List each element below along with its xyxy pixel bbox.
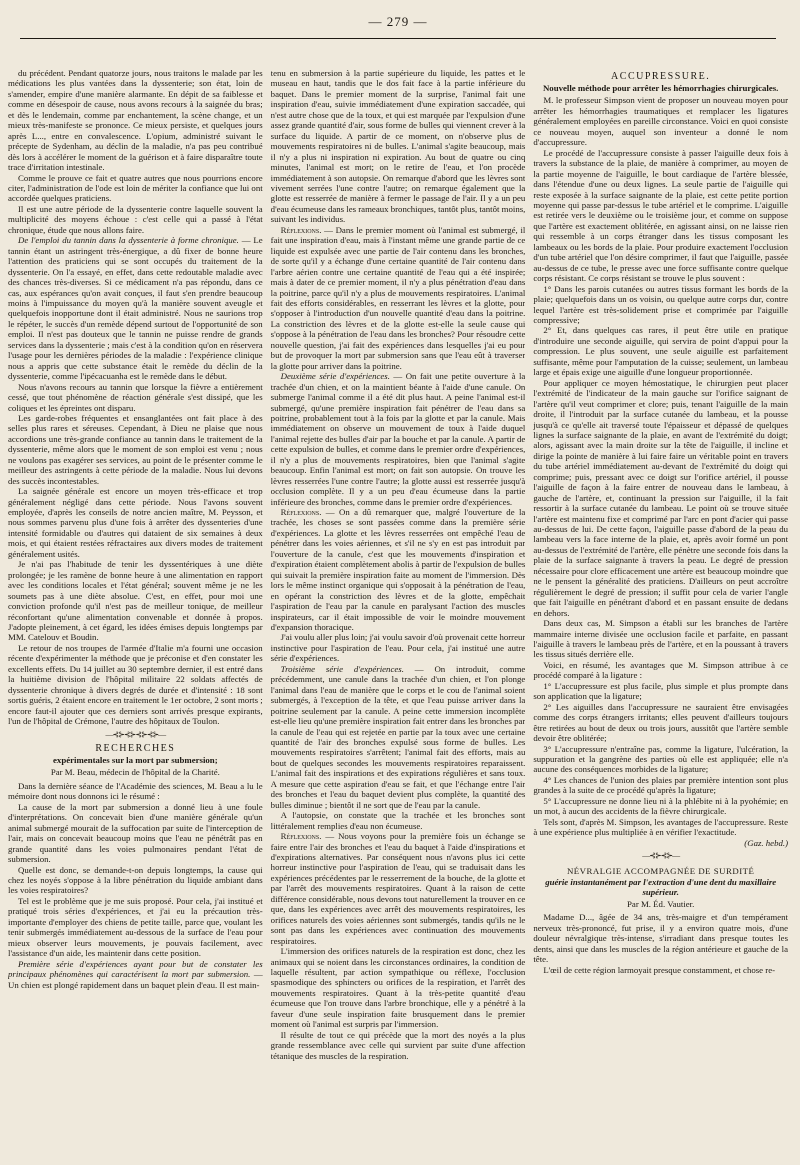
paragraph: Tels sont, d'après M. Simpson, les avantages de l'accupressure. Reste à une expérience plus multipliée à en vérifier l'exactitude.	[533, 816, 789, 838]
paragraph: Troisième série d'expériences. — On introduit, comme précédemment, une canule dans la trachée d'un chien, et l'on plonge l'animal dans l'eau de manière que le corps et le cou de l'animal soient submergés, à l'exception de la tête, et que l'eau puisse arriver dans la poitrine seulement par la canule. A peine cette immersion incomplète est-elle lieu qu'une première inspiration fait entrer dans les bronches par la canule de l'eau qui est rejetée en partie par la toux avec une certaine quantité de l'air des bronches expulsé sous forme de bulles. Les mouvements respiratoires s'arrêtent; l'animal fait des efforts, mais au bout de quelques secondes les mouvements respiratoires reparaissent. L'animal fait des inspirations et des expirations régulières et sans toux. A mesure que cette aspiration d'eau se fait, et que l'échange entre l'air des bronches et l'eau du baquet devient plus complète, la quantité des bulles diminue ; bientôt il ne sort que de l'eau par la canule.	[270, 663, 526, 810]
section-subheading: Nouvelle méthode pour arrêter les hémorrhagies chirurgicales.	[542, 83, 779, 94]
paragraph-body: Dans le premier moment où l'animal est submergé, il fait une inspiration d'eau, mais à l'instant même une grande partie de ce liquide est expulsée avec une partie de l'air contenu dans les bronches, de sorte qu'il y a échange d'une certaine quantité de l'air contenu dans l'arbre aérien contre une certaine quantité de l'eau qui a été inspirée; mais à dater de ce premier moment, il n'y a plus pénétration d'eau dans la poitrine, parce qu'il n'y a plus de mouvements respiratoires. L'animal fait des efforts considérables, en resserrant les lèvres et la glotte, pour s'opposer à l'introduction d'un nouvelle quantité d'eau dans la poitrine. La constriction des lèvres et de la glotte est-elle la seule cause qui s'oppose à la pénétration de l'eau dans les bronches? Pour résoudre cette nouvelle question, j'ai fait des expériences dans lesquelles j'ai eu pour but de provoquer la mort par submersion sans que l'eau eût à traverser la glotte pour arriver dans la poitrine.	[270, 224, 526, 371]
paragraph: Dans deux cas, M. Simpson a établi sur les branches de l'artère mammaire interne divisée une occlusion facile et parfaite, en passant l'aiguille à travers le lambeau près de l'artère, et en la poussant à travers les tissus situés derrière elle.	[533, 618, 789, 660]
paragraph: La cause de la mort par submersion a donné lieu à une foule d'interprétations. On concevait bien d'une manière générale qu'un animal submergé mourait de la suffocation par suite de l'interception de l'air, mais on concevait beaucoup moins que l'eau ne pénétrât pas en grande quantité dans les voies pulmonaires pendant l'état de submersion.	[8, 801, 263, 865]
paragraph-title: Troisième série d'expériences.	[280, 663, 404, 674]
paragraph-title: Réflexions.	[280, 507, 322, 518]
paragraph: Nous n'avons recours au tannin que lorsque la fièvre a entièrement cessé, que tout phénomène de réaction générale s'est dissipé, que les coliques et les épreintes ont disparu.	[8, 381, 263, 413]
page-header	[8, 0, 788, 40]
paragraph-title: De l'emploi du tannin dans la dyssenterie à forme chronique.	[18, 235, 239, 246]
header-rule	[20, 38, 776, 39]
paragraph: tenu en submersion à la partie supérieure du liquide, les pattes et le museau en haut, tandis que le dos fait face à la partie inférieure du baquet. Dans le premier moment de la surprise, l'animal fait une inspiration d'eau, suivie immédiatement d'une expiration saccadée, qui n'est autre chose que de la toux, et qui est marquée par l'expulsion d'une assez grande quantité d'air, sous forme de bulles qui viennent crever à la surface du liquide. A partir de ce moment, on n'observe plus de mouvements respiratoires ni de bulles. L'animal s'agite beaucoup, mais il n'y a plus ni inspiration ni expiration. Au bout de quatre ou cinq minutes, l'animal est mort; on le retire de l'eau, et l'on procède immédiatement à son autopsie. On remarque d'abord que les lèvres sont vivement serrées l'une contre l'autre; on remarque également que la glotte est resserrée de manière à fermer le passage de l'air. Il y a un peu d'eau écumeuse dans les rameaux bronchiques, tantôt plus, tantôt moins, suivant les individus.	[270, 68, 526, 225]
paragraph-title: Réflexions.	[280, 831, 322, 842]
paragraph-body: On a dû remarquer que, malgré l'ouverture de la trachée, les choses se sont passées comme dans la première série d'expériences. La glotte et les lèvres resserrées ont empêché l'eau de pénétrer dans les voies aériennes, et s'il ne s'y en est pas introduit par l'ouverture de la canule, c'est que les mouvements d'inspiration et d'expiration étaient complètement abolis à partir de l'expulsion de bulles qui suivait la première inspiration faite au moment de l'immersion. Dès lors le même instinct organique qui s'opposait à la pénétration de l'eau, en opérant la constriction des lèvres et de la glotte, empêchait l'aspiration de l'eau par la canule en paralysant l'action des muscles inspirateurs, car il était impossible de voir le moindre mouvement d'expansion thoracique.	[270, 507, 526, 633]
paragraph: Quelle est donc, se demande-t-on depuis longtemps, la cause qui chez les noyés s'oppose à la libre pénétration du liquide ambiant dans les voies respiratoires?	[8, 864, 263, 896]
paragraph: Tel est le problème que je me suis proposé. Pour cela, j'ai institué et pratiqué trois séries d'expériences, et j'ai eu la précaution très-importante d'employer des chiens de petite taille, parce que, voulant les tenir submergés immédiatement au-dessous de la surface de l'eau pour mieux observer leurs mouvements, je pouvais facilement, avec l'assistance d'un aide, les maintenir dans cette position.	[8, 895, 263, 959]
paragraph: Il résulte de tout ce qui précède que la mort des noyés a la plus grande ressemblance avec celle qui survient par suite d'une affection tétanique des muscles de la respiration.	[270, 1029, 526, 1061]
paragraph-body: On fait une petite ouverture à la trachée d'un chien, et on la maintient béante à l'aide d'une canule. On submerge l'animal comme il a été dit plus haut. A peine l'animal est-il submergé, qu'une première inspiration fait pénétrer de l'eau dans sa poitrine, probablement tout à la fois par la glotte et par la canule. Mais immédiatement on observe un mouvement de toux à l'aide duquel l'animal rejette des bulles d'air par la bouche et par la canule. A partir de cette expulsion de bulles, et comme dans le premier ordre d'expériences, il n'y a plus de mouvements respiratoires, bien que l'animal s'agite beaucoup. Enfin l'animal est mort; on fait son autopsie. On trouve les lèvres resserrées l'une contre l'autre; la glotte aussi est resserrée jusqu'à occlusion complète. Il y a un peu d'eau écumeuse dans la partie inférieure des bronches, comme dans le premier ordre d'expériences.	[270, 371, 526, 507]
paragraph: Réflexions. — Dans le premier moment où l'animal est submergé, il fait une inspiration d'eau, mais à l'instant même une grande partie de ce liquide est expulsée avec une partie de l'air contenu dans les bronches, de sorte qu'il y a échange d'une certaine quantité de l'air contenu dans l'arbre aérien contre une certaine quantité de l'eau qui a été inspirée; mais à dater de ce premier moment, il n'y a plus pénétration d'eau dans la poitrine, parce qu'il n'y a plus de mouvements respiratoires. L'animal fait des efforts considérables, en resserrant les lèvres et la glotte, pour s'opposer à l'introduction d'un nouvelle quantité d'eau dans la poitrine. La constriction des lèvres et de la glotte est-elle la seule cause qui s'oppose à la pénétration de l'eau dans les bronches? Pour résoudre cette nouvelle question, j'ai fait des expériences dans lesquelles j'ai eu pour but de provoquer la mort par submersion sans que l'eau eût à traverser la glotte pour arriver dans la poitrine.	[270, 224, 526, 371]
paragraph: Pour appliquer ce moyen hémostatique, le chirurgien peut placer l'extrémité de l'indicateur de la main gauche sur l'orifice saignant de l'artère qu'il veut comprimer et clore; puis, tenant l'aiguille de la main droite, il l'introduit par la surface cutanée du lambeau, et la pousse jusqu'à ce qu'elle ait traversé toute l'épaisseur et dépassé de quelques lignes la surface saignante de la plaie, en avant de l'extrémité du doigt; alors, agissant avec la main droite sur la tête de l'aiguille, il incline et dirige la pointe de manière à lui faire faire un véritable point en travers du tube artériel immédiatement au-devant de l'extrémité du doigt qui comprime; puis, pressant avec ce doigt sur l'orifice artériel, il pousse l'aiguille de façon à la faire entrer de nouveau dans le lambeau, à gauche de l'artère, et, continuant la pression sur l'aiguille, il la fait ressortir à la surface cutanée du lambeau. Le point où se trouve située l'artère est maintenu fixe et comprimé par l'arc en pont d'acier qui passe au-dessus de lui. De cette façon, l'aiguille passe d'abord de la peau du lambeau vers la face interne de la plaie, et, après avoir formé un pont au-dessus de l'extrémité de l'artère, elle pénètre une seconde fois dans la plaie de la surface saignante à travers la peau. Le degré de pression nécessaire pour clore efficacement une artère est beaucoup moindre que ne le pensent la généralité des praticiens. D'ailleurs on peut accroître régulièrement le degré de pression; il suffit pour cela de varier l'angle que fait l'aiguille en pénétrant d'abord et en passant ensuite de dedans en dehors.	[533, 377, 789, 618]
paragraph: L'œil de cette région larmoyait presque constamment, et chose re-	[543, 964, 776, 975]
page-number: — 279 —	[368, 14, 428, 29]
ornament-divider: —⊰⊱⊰⊱—	[642, 851, 680, 861]
paragraph: J'ai voulu aller plus loin; j'ai voulu savoir d'où provenait cette horreur instinctive pour l'aspiration de l'eau. Pour cela, j'ai institué une autre série d'expériences.	[270, 632, 526, 664]
paragraph: 4° Les chances de l'union des plaies par première intention sont plus grandes à la suite de ce procédé qu'après la ligature;	[533, 774, 789, 796]
section-author: Par M. Éd. Vautier.	[627, 898, 695, 909]
ornament-divider: —⊰⊱⊰⊱⊰⊱⊰⊱—	[105, 729, 166, 739]
section-subheading: guérie instantanément par l'extraction d'une dent du maxillaire supérieur.	[545, 876, 777, 897]
paragraph: Comme le prouve ce fait et quatre autres que nous pourrions encore citer, l'administration de l'ode est loin de mériter la confiance que lui ont accordée quelques praticiens.	[8, 172, 263, 204]
paragraph: La saignée générale est encore un moyen très-efficace et trop généralement négligé dans cette période. Nous l'avons souvent employée, d'après les conseils de notre ancien maître, M. Peysson, et nous sommes parvenu plus d'une fois à arrêter des dyssenteries d'une intensité formidable ou d'autres qui dataient de six semaines à deux mois, et qui étaient restées réfractaires aux divers modes de traitement généralement usités.	[8, 486, 263, 559]
paragraph: Il est une autre période de la dyssenterie contre laquelle souvent la multiplicité des moyens échoue : c'est celle qui a passé à l'état chronique, étude que nous allons faire.	[8, 203, 263, 235]
paragraph: Le procédé de l'accupressure consiste à passer l'aiguille deux fois à travers la substance de la plaie, de manière à comprimer, au moyen de la partie moyenne de l'aiguille, le bout cardiaque de l'artère blessée, dans l'étendue d'une ou deux lignes. La seule partie de l'aiguille qui reste exposée à la surface saignante de la plaie, est cette petite portion moyenne qui passe par-dessus le tube artériel et le comprime. L'aiguille est retirée vers le deuxième ou le troisième jour, et comme on suppose que l'artère est exactement oblitérée, en agissant ainsi, on ne laisse rien qui ressemble à un corps étranger dans les tissus composant les lambeaux ou les bords de la plaie. Pour produire exactement l'occlusion d'un tube artériel que l'on désire comprimer, il faut que l'aiguille, passée au-dessus de ce tube, le presse avec une force suffisante contre quelque corps résistant. Ce corps résistant se trouve le plus souvent :	[533, 147, 789, 284]
paragraph: L'immersion des orifices naturels de la respiration est donc, chez les animaux qui se noient dans les circonstances ordinaires, la condition de laquelle résultent, par action sympathique ou réflexe, l'occlusion spasmodique des sphincters ou orifices de la respiration, et l'arrêt des mouvements respiratoires. Quant à la très-petite quantité d'eau écumeuse que l'on trouve dans l'arbre bronchique, elle y a pénétré à la faveur d'une seule inspiration faite brusquement dans le premier moment où l'animal est surpris par l'immersion.	[270, 946, 526, 1030]
paragraph-body: Le tannin étant un astringent très-énergique, a dû fixer de bonne heure l'attention des praticiens qui se sont occupés du traitement de la dyssenterie. On l'a essayé, en effet, dans cette redoutable maladie avec des chances très-diverses. Si ce médicament n'a pas répondu, dans ce cas, aux espérances qu'on avait conçues, il faut s'en prendre beaucoup moins à l'impuissance du moyen qu'à la manière souvent aveugle et quelquefois inopportune dont il était administré. Nous ne saurions trop le répéter, le succès d'un remède dépend surtout de l'opportunité de son emploi. Il n'est pas douteux que le tannin ne puisse rendre de grands services dans la dyssenterie ; mais c'est à la condition qu'on en réservera l'usage pour les dernières périodes de la maladie : l'expérience clinique nous a appris que cette substance était le remède du déclin de la dyssenterie, comme l'ipécacuanha est le remède dans le début.	[8, 235, 263, 382]
paragraph: Voici, en résumé, les avantages que M. Simpson attribue à ce procédé comparé à la ligature :	[533, 659, 789, 681]
paragraph-body: On introduit, comme précédemment, une canule dans la trachée d'un chien, et l'on plonge l'animal dans l'eau de manière que le corps et le cou de l'animal soient submergés, à l'exception de la tête, et que l'eau puisse arriver dans la poitrine seulement par la canule. A peine cette immersion incomplète est-elle lieu qu'une première inspiration fait entrer dans les bronches par la canule de l'eau qui est rejetée en partie par la toux avec une certaine quantité de l'air des bronches expulsé sous forme de bulles. Les mouvements respiratoires s'arrêtent; l'animal fait des efforts, mais au bout de quelques secondes les mouvements respiratoires reparaissent. L'animal fait des inspirations et des expirations régulières et sans toux. A mesure que cette aspiration d'eau se fait, et que l'échange entre l'air des bronches et l'eau du baquet devient plus complète, la quantité des bulles diminue ; bientôt il ne sort que de l'eau par la canule.	[270, 663, 526, 810]
source-citation: (Gaz. hebd.)	[744, 837, 789, 848]
paragraph: du précédent. Pendant quatorze jours, nous traitons le malade par les médications les plus vantées dans la dyssenterie; son état, loin de s'amender, empire d'une manière alarmante. En dépit de sa faiblesse et comme en désespoir de cause, nous avons recours à la saignée du bras; et dès le lendemain, comme par enchantement, la scène change, et un mieux très-manifeste se prononce. Ce mieux persiste, et quelques jours après L..., entre en convalescence. L'opium, administré suivant le précepte de Sydenham, au déclin de la maladie, n'a pas peu contribué dès lors à accélérer le moment de la guérison et à faire disparaître toute trace d'irritation intestinale.	[8, 68, 263, 173]
paragraph: Deuxième série d'expériences. — On fait une petite ouverture à la trachée d'un chien, et on la maintient béante à l'aide d'une canule. On submerge l'animal comme il a été dit plus haut. A peine l'animal est-il submergé, qu'une première inspiration fait pénétrer de l'eau dans sa poitrine, probablement tout à la fois par la glotte et par la canule. Mais immédiatement on observe un mouvement de toux à l'aide duquel l'animal rejette des bulles d'air par la bouche et par la canule. A partir de cette expulsion de bulles, et comme dans le premier ordre d'expériences, il n'y a plus de mouvements respiratoires, bien que l'animal s'agite beaucoup. Enfin l'animal est mort; on fait son autopsie. On trouve les lèvres resserrées l'une contre l'autre; la glotte aussi est resserrée jusqu'à occlusion complète. Il y a un peu d'eau écumeuse dans la partie inférieure des bronches, comme dans le premier ordre d'expériences.	[270, 371, 526, 507]
paragraph: 1° Dans les parois cutanées ou autres tissus formant les bords de la plaie; quelquefois dans un os voisin, ou quelque autre corps dur, contre lequel l'artère est très-solidement prise et comprimée par l'aiguille compressive;	[533, 283, 789, 325]
paragraph: 2° Les aiguilles dans l'accupressure ne sauraient être envisagées comme des corps étrangers irritants; elles peuvent d'ailleurs toujours être retirées au bout de deux ou trois jours, aussitôt que l'artère semble devoir être oblitérée;	[533, 701, 789, 744]
column-middle	[271, 68, 526, 1158]
paragraph: Les garde-robes fréquentes et ensanglantées ont fait place à des selles plus rares et séreuses. Cependant, à Dieu ne plaise que nous accordions une très-grande confiance au tannin dans le traitement de la dyssenterie, même alors que le moment de son emploi est venu ; nous ne voulons pas exagérer ses services, au point de le présenter comme le meilleur des astringents à cette période de la maladie. Nous lui devons des succès incontestables.	[8, 412, 263, 486]
paragraph: A l'autopsie, on constate que la trachée et les bronches sont littéralement remplies d'eau non écumeuse.	[270, 810, 526, 831]
paragraph-title: Deuxième série d'expériences.	[280, 371, 390, 382]
section-heading: NÉVRALGIE ACCOMPAGNÉE DE SURDITÉ	[566, 865, 755, 876]
paragraph: Dans la dernière séance de l'Académie des sciences, M. Beau a lu le mémoire dont nous donnons ici le résumé :	[8, 780, 263, 802]
paragraph-body: Nous voyons pour la première fois un échange se faire entre l'air des bronches et l'eau du baquet à l'aide d'inspirations et d'expirations alternatives. Par conséquent nous n'avons plus ici cette horreur instinctive pour l'aspiration de l'eau, qui se traduisait dans les expériences précédentes par le resserrement de la bouche, de la glotte et par l'arrêt des mouvements respiratoires. Quant à la raison de cette différence considérable, nous devons tout naturellement la trouver en ce que, dans les expériences avec arrêt des mouvements respiratoires, les orifices naturels des voies aériennes sont submergés, tandis qu'ils ne le sont pas dans les expériences avec continuation des mouvements respiratoires.	[270, 831, 526, 946]
paragraph: Première série d'expériences ayant pour but de constater les principaux phénomènes qui caractérisent la mort par submersion. — Un chien est plongé rapidement dans un baquet plein d'eau. Il est main-	[8, 958, 263, 990]
section-heading: ACCUPRESSURE.	[611, 71, 711, 82]
paragraph: 1° L'accupressure est plus facile, plus simple et plus prompte dans son application que la ligature;	[533, 680, 789, 702]
paragraph: 2° Et, dans quelques cas rares, il peut être utile en pratique d'introduire une seconde aiguille, qui servira de point d'appui pour la compression. Le plus souvent, une seule aiguille est parfaitement suffisante, même pour l'amputation de la cuisse; seulement, un lambeau large et épais exige une aiguille d'une longueur proportionnée.	[533, 325, 789, 378]
paragraph: 3° L'accupressure n'entraîne pas, comme la ligature, l'ulcération, la suppuration et la gangrène des parties où elle est appliquée; elle n'a aucune des conséquences morbides de la ligature;	[533, 743, 789, 775]
paragraph: 5° L'accupressure ne donne lieu ni à la phlébite ni à la pyohémie; en un mot, à aucun des accidents de la fièvre chirurgicale.	[533, 795, 789, 817]
text-columns	[8, 68, 788, 1158]
paragraph: Le retour de nos troupes de l'armée d'Italie m'a fourni une occasion récente d'expérimenter la méthode que je préconise et d'en constater les excellents effets. Du 14 juillet au 30 septembre dernier, il est entré dans la huitième division de l'hôpital militaire 22 soldats affectés de dyssenterie chronique à divers degrés de durée et d'intensité : 18 sont sortis guéris, 2 étaient encore en traitement le 1er octobre, 2 sont morts ; encore faut-il ajouter que ces derniers sont arrivés presque expirants, l'un de l'hôpital de Crémone, l'autre des hôpitaux de Toulon.	[8, 642, 263, 727]
column-left	[8, 68, 263, 1158]
paragraph-body: Un chien est plongé rapidement dans un baquet plein d'eau. Il est main-	[8, 979, 260, 990]
section-heading: RECHERCHES	[95, 743, 176, 754]
paragraph-title: Première série d'expériences ayant pour but de constater les principaux phénomènes qui caractérisent la mort par submersion.	[8, 958, 263, 980]
column-right	[533, 68, 788, 1158]
section-author: Par M. Beau, médecin de l'hôpital de la Charité.	[50, 767, 220, 778]
paragraph: De l'emploi du tannin dans la dyssenterie à forme chronique. — Le tannin étant un astringent très-énergique, a dû fixer de bonne heure l'attention des praticiens qui se sont occupés du traitement de la dyssenterie. On l'a essayé, en effet, dans cette redoutable maladie avec des chances très-diverses. Si ce médicament n'a pas répondu, dans ce cas, aux espérances qu'on avait conçues, il faut s'en prendre beaucoup moins à l'impuissance du moyen qu'à la manière souvent aveugle et quelquefois inopportune dont il était administré. Nous ne saurions trop le répéter, le succès d'un remède dépend surtout de l'opportunité de son emploi. Il n'est pas douteux que le tannin ne puisse rendre de grands services dans la dyssenterie ; mais c'est à la condition qu'on en réservera l'usage pour les dernières périodes de la maladie : l'expérience clinique nous a appris que cette substance était le remède du déclin de la dyssenterie, comme l'ipécacuanha est le remède dans le début.	[8, 235, 263, 382]
section-subheading: expérimentales sur la mort par submersion;	[53, 755, 218, 766]
paragraph: Je n'ai pas l'habitude de tenir les dyssentériques à une diète prolongée; je les ramène de bonne heure à une alimentation en rapport avec les conditions locales et l'état général; souvent même je ne les soumets pas à une diète absolue. C'est, en effet, pour moi une conviction profonde qu'il n'est pas de meilleur tonique, de meilleur réconfortant qu'une alimentation convenable et donnée à propos. J'adopte pleinement, à cet égard, les idées émises depuis longtemps par MM. Catelouv et Boudin.	[8, 559, 263, 643]
paragraph-title: Réflexions.	[280, 224, 322, 235]
paragraph: M. le professeur Simpson vient de proposer un nouveau moyen pour arrêter les hémorrhagies traumatiques et remplacer les ligatures généralement employées en pareille circonstance. Voici en quoi consiste ce nouveau moyen, auquel son inventeur a donné le nom d'accupressure.	[533, 95, 789, 148]
paragraph: Réflexions. — On a dû remarquer que, malgré l'ouverture de la trachée, les choses se sont passées comme dans la première série d'expériences. La glotte et les lèvres resserrées ont empêché l'eau de pénétrer dans les voies aériennes, et s'il ne s'y en est pas introduit par l'ouverture de la canule, c'est que les mouvements d'inspiration et d'expiration étaient complètement abolis à partir de l'expulsion de bulles qui suivait la première inspiration faite au moment de l'immersion. Dès lors le même instinct organique qui s'opposait à la pénétration de l'eau, en opérant la constriction des lèvres et de la glotte, empêchait l'aspiration de l'eau par la canule en paralysant l'action des muscles inspirateurs, car il était impossible de voir le moindre mouvement d'expansion thoracique.	[270, 507, 526, 633]
paragraph: Madame D..., âgée de 34 ans, très-maigre et d'un tempérament nerveux très-prononcé, fut prise, il y a environ quatre mois, d'une douleur névralgique très-intense, s'irradiant dans presque toutes les dents, ainsi que dans les muscles de la région antérieure et gauche de la tête.	[533, 912, 789, 965]
paragraph: Réflexions. — Nous voyons pour la première fois un échange se faire entre l'air des bronches et l'eau du baquet à l'aide d'inspirations et d'expirations alternatives. Par conséquent nous n'avons plus ici cette horreur instinctive pour l'aspiration de l'eau, qui se traduisait dans les expériences précédentes par le resserrement de la bouche, de la glotte et par l'arrêt des mouvements respiratoires. Quant à la raison de cette différence considérable, nous devons tout naturellement la trouver en ce que, dans les expériences avec arrêt des mouvements respiratoires, les orifices naturels des voies aériennes sont submergés, tandis qu'ils ne le sont pas dans les expériences avec continuation des mouvements respiratoires.	[270, 831, 526, 946]
